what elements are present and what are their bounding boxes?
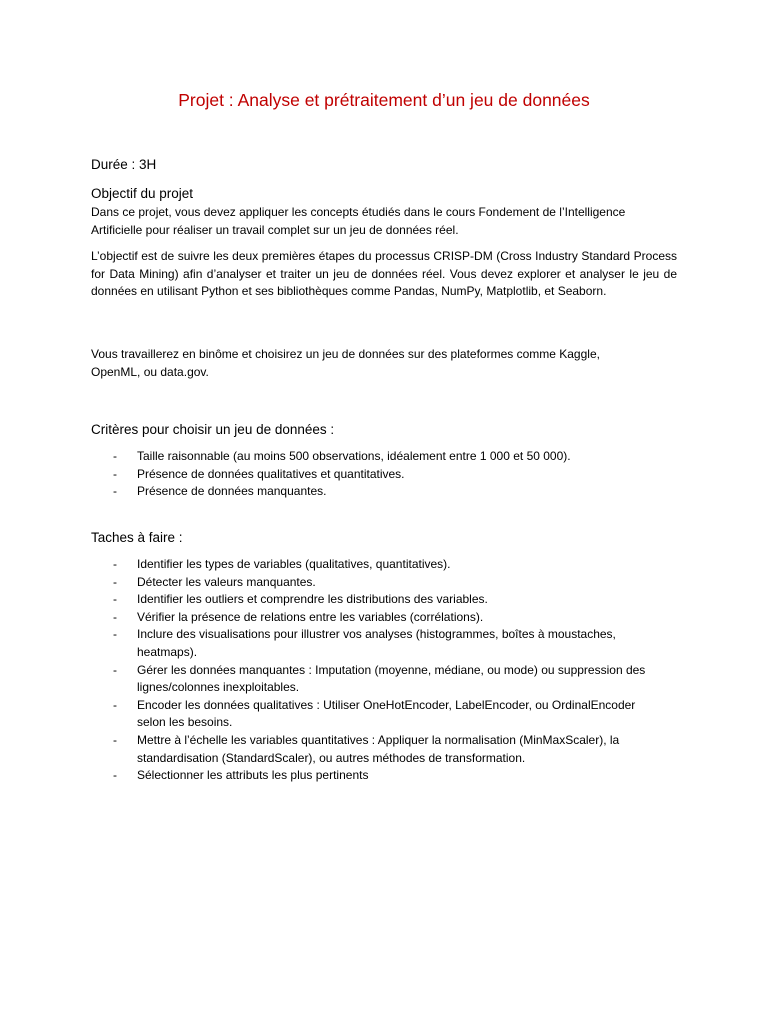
dash-marker: - [113, 732, 117, 747]
duration-label: Durée : 3H [91, 157, 157, 172]
dash-marker: - [113, 627, 117, 642]
task-item-text: Détecter les valeurs manquantes. [137, 574, 316, 589]
task-item-text: Encoder les données qualitatives : Utiliser OneHotEncoder, LabelEncoder, ou OrdinalEncoder selon les besoins. [137, 697, 636, 730]
intro-paragraph: Dans ce projet, vous devez appliquer les concepts étudiés dans le cours Fondement de l’Intelligence Artificielle pour réaliser un travail complet sur un jeu de données réel. [91, 205, 626, 237]
objective-paragraph: L’objectif est de suivre les deux premières étapes du processus CRISP-DM (Cross Industry Standard Process for Data Mining) afin d’analyser et traiter un jeu de données réel. Vous devez explorer et analyser le jeu de données en utilisant Python et ses bibliothèques comme Pandas, NumPy, Matplotlib, et Seaborn. [91, 249, 677, 298]
criteria-item-text: Présence de données qualitatives et quantitatives. [137, 466, 405, 481]
criteria-item [91, 483, 677, 501]
task-item-text: Vérifier la présence de relations entre les variables (corrélations). [137, 609, 484, 624]
task-item-text: Inclure des visualisations pour illustrer vos analyses (histogrammes, boîtes à moustaches, heatmaps). [137, 627, 616, 659]
dash-marker: - [113, 449, 117, 463]
task-item-text: Identifier les outliers et comprendre les distributions des variables. [137, 592, 488, 607]
dash-marker: - [113, 574, 117, 589]
objective-heading: Objectif du projet [91, 186, 194, 201]
task-item [91, 609, 651, 627]
criteria-item [91, 448, 677, 466]
dash-marker: - [113, 557, 117, 571]
criteria-list [91, 448, 677, 501]
dash-marker: - [113, 466, 117, 481]
criteria-item-text: Taille raisonnable (au moins 500 observations, idéalement entre 1 000 et 50 000). [137, 449, 571, 463]
dash-marker: - [113, 592, 117, 607]
dash-marker: - [113, 484, 117, 499]
task-item-text: Mettre à l’échelle les variables quantitatives : Appliquer la normalisation (MinMaxScaler), la standardisation (StandardScaler), ou autres méthodes de transformation. [137, 732, 620, 765]
document-page [91, 0, 677, 1024]
task-item [91, 556, 651, 574]
task-item-text: Identifier les types de variables (qualitatives, quantitatives). [137, 557, 451, 571]
task-item [91, 591, 651, 609]
task-item [91, 767, 651, 785]
dash-marker: - [113, 662, 117, 677]
task-item [91, 662, 651, 697]
dash-marker: - [113, 609, 117, 624]
criteria-item-text: Présence de données manquantes. [137, 484, 327, 499]
tasks-list [91, 556, 651, 785]
task-item [91, 732, 651, 767]
task-item [91, 626, 651, 661]
tasks-heading: Taches à faire : [91, 530, 183, 545]
task-item-text: Gérer les données manquantes : Imputation (moyenne, médiane, ou mode) ou suppression des lignes/colonnes inexploitables. [137, 662, 646, 695]
task-item-text: Sélectionner les attributs les plus pertinents [137, 768, 369, 783]
team-paragraph: Vous travaillerez en binôme et choisirez un jeu de données sur des plateformes comme Kaggle, OpenML, ou data.gov. [91, 347, 600, 379]
task-item [91, 574, 651, 592]
dash-marker: - [113, 697, 117, 712]
criteria-heading: Critères pour choisir un jeu de données : [91, 422, 335, 437]
task-item [91, 697, 651, 732]
dash-marker: - [113, 768, 117, 783]
criteria-item [91, 466, 677, 484]
document-title: Projet : Analyse et prétraitement d’un jeu de données [178, 90, 590, 110]
